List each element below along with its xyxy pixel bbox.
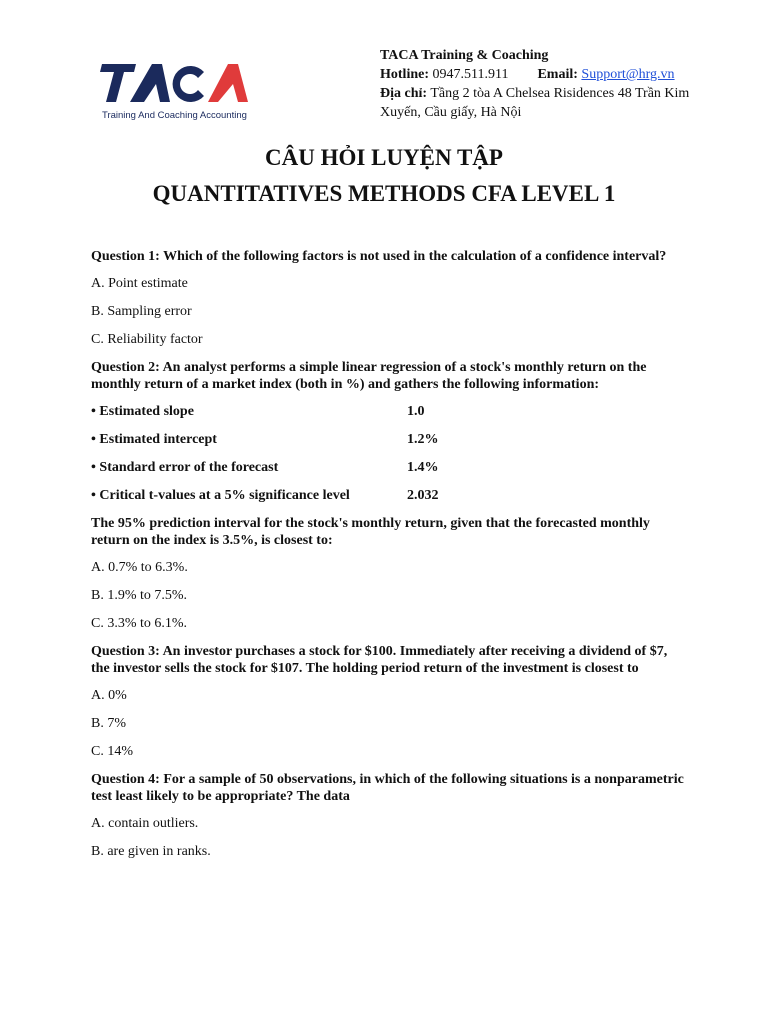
- q2-info-row: [91, 431, 686, 449]
- question-2: Question 2: An analyst performs a simple linear regression of a stock's monthly return on the monthly return of a market index (both in %) and gathers the following information:: [91, 360, 647, 392]
- page-title: CÂU HỎI LUYỆN TẬP: [265, 145, 503, 170]
- q1-option-c: C. Reliability factor: [91, 332, 203, 347]
- hotline-value: 0947.511.911: [432, 67, 509, 82]
- info-label: • Standard error of the forecast: [91, 460, 279, 475]
- q4-option-a: A. contain outliers.: [91, 816, 199, 831]
- q2-option-c: C. 3.3% to 6.1%.: [91, 616, 188, 631]
- page-subtitle: QUANTITATIVES METHODS CFA LEVEL 1: [152, 181, 616, 206]
- question-1: Question 1: Which of the following factors is not used in the calculation of a confidence interval?: [91, 249, 667, 264]
- hotline-row: [380, 65, 710, 84]
- q2-option-a: A. 0.7% to 6.3%.: [91, 560, 188, 575]
- q2-info-row: [91, 403, 686, 421]
- company-name: TACA Training & Coaching: [380, 48, 549, 63]
- info-label: • Estimated intercept: [91, 432, 217, 447]
- question-list: [91, 248, 686, 871]
- info-value: 1.0: [407, 404, 425, 419]
- q2-info-row: [91, 487, 686, 505]
- q3-option-c: C. 14%: [91, 744, 133, 759]
- q2-info-row: [91, 459, 686, 477]
- q2-option-b: B. 1.9% to 7.5%.: [91, 588, 188, 603]
- q1-option-b: B. Sampling error: [91, 304, 192, 319]
- hotline-label: Hotline:: [380, 67, 429, 82]
- address-line2: Xuyến, Cầu giấy, Hà Nội: [380, 105, 522, 120]
- address-label: Địa chỉ:: [380, 86, 428, 101]
- info-label: • Estimated slope: [91, 404, 194, 419]
- address-line1: Tầng 2 tòa A Chelsea Risidences 48 Trần Kim: [430, 86, 690, 101]
- q3-option-b: B. 7%: [91, 716, 126, 731]
- title-block: [0, 140, 768, 212]
- info-value: 1.2%: [407, 432, 439, 447]
- info-value: 2.032: [407, 488, 439, 503]
- taca-logo: [100, 58, 252, 128]
- q3-option-a: A. 0%: [91, 688, 127, 703]
- info-label: • Critical t-values at a 5% significance level: [91, 488, 350, 503]
- q4-option-b: B. are given in ranks.: [91, 844, 211, 859]
- q2-prompt: The 95% prediction interval for the stock's monthly return, given that the forecasted monthly return on the index is 3.5%, is closest to:: [91, 516, 650, 548]
- address-row: [380, 84, 710, 103]
- question-3: Question 3: An investor purchases a stock for $100. Immediately after receiving a dividend of $7, the investor sells the stock for $107. The holding period return of the investment is closest to: [91, 644, 668, 676]
- contact-block: [380, 46, 710, 122]
- question-4: Question 4: For a sample of 50 observations, in which of the following situations is a nonparametric test least likely to be appropriate? The data: [91, 772, 684, 804]
- taca-logo-mark: [100, 58, 250, 108]
- logo-tagline: Training And Coaching Accounting: [102, 110, 247, 121]
- email-label: Email:: [537, 67, 578, 82]
- q1-option-a: A. Point estimate: [91, 276, 188, 291]
- info-value: 1.4%: [407, 460, 439, 475]
- email-link[interactable]: Support@hrg.vn: [581, 67, 675, 82]
